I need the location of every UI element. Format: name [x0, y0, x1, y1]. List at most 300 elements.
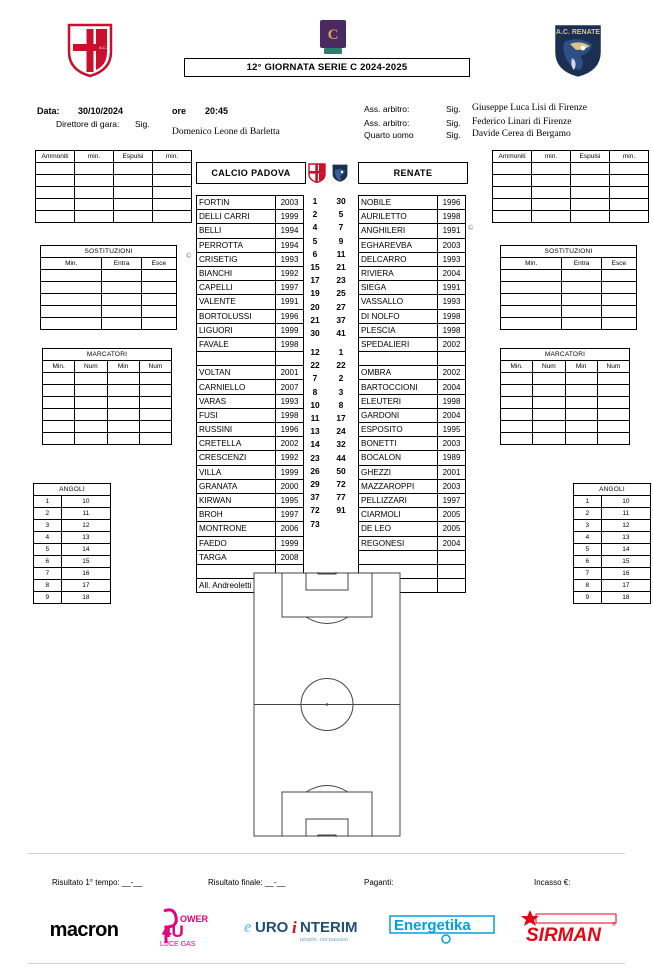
- cell[interactable]: [565, 409, 597, 421]
- cell[interactable]: [533, 373, 565, 385]
- table-row[interactable]: [34, 556, 111, 568]
- cell[interactable]: [43, 397, 75, 409]
- player-name-away-b8[interactable]: MAZZAROPPI: [359, 479, 438, 493]
- angoli-right-home-3[interactable]: 13: [61, 532, 110, 544]
- cell[interactable]: [75, 163, 114, 175]
- cell[interactable]: [102, 282, 141, 294]
- angoli-left-away-6[interactable]: 7: [574, 568, 602, 580]
- cell[interactable]: [75, 187, 114, 199]
- cell[interactable]: [139, 385, 171, 397]
- roster-row[interactable]: [197, 210, 304, 224]
- table-row[interactable]: [43, 421, 172, 433]
- cell[interactable]: [75, 373, 107, 385]
- cell[interactable]: [597, 397, 629, 409]
- cell[interactable]: [501, 318, 562, 330]
- angoli-right-home-4[interactable]: 14: [61, 544, 110, 556]
- player-year-away-b9[interactable]: 1997: [438, 493, 466, 507]
- roster-row[interactable]: [359, 508, 466, 522]
- player-name-home-s9[interactable]: LIGUORI: [197, 323, 276, 337]
- player-name-away-b1[interactable]: BARTOCCIONI: [359, 380, 438, 394]
- angoli-right-home-0[interactable]: 10: [61, 496, 110, 508]
- cell[interactable]: [571, 199, 610, 211]
- angoli-left-home-5[interactable]: 6: [34, 556, 62, 568]
- roster-row[interactable]: [197, 337, 304, 351]
- table-row[interactable]: [34, 580, 111, 592]
- player-name-away-s7[interactable]: VASSALLO: [359, 295, 438, 309]
- table-row[interactable]: [34, 508, 111, 520]
- cell[interactable]: [532, 175, 571, 187]
- player-name-away-s5[interactable]: RIVIERA: [359, 266, 438, 280]
- player-year-away-s4[interactable]: 1993: [438, 252, 466, 266]
- angoli-left-away-1[interactable]: 2: [574, 508, 602, 520]
- player-name-away-s6[interactable]: SIEGA: [359, 281, 438, 295]
- roster-row[interactable]: [359, 522, 466, 536]
- table-row[interactable]: [34, 496, 111, 508]
- angoli-right-away-6[interactable]: 16: [601, 568, 650, 580]
- roster-row[interactable]: [359, 252, 466, 266]
- table-row[interactable]: [43, 433, 172, 445]
- table-row[interactable]: [574, 580, 651, 592]
- player-year-away-s3[interactable]: 2003: [438, 238, 466, 252]
- table-row[interactable]: [493, 187, 649, 199]
- table-row[interactable]: [574, 592, 651, 604]
- player-name-home-s7[interactable]: VALENTE: [197, 295, 276, 309]
- cell[interactable]: [141, 306, 176, 318]
- table-row[interactable]: [574, 568, 651, 580]
- cell[interactable]: [102, 294, 141, 306]
- table-row[interactable]: [493, 163, 649, 175]
- roster-row[interactable]: [197, 394, 304, 408]
- table-row[interactable]: [36, 175, 192, 187]
- cell[interactable]: [153, 175, 192, 187]
- player-name-away-b3[interactable]: GARDONI: [359, 408, 438, 422]
- player-year-home-s3[interactable]: 1994: [276, 238, 304, 252]
- cell[interactable]: [501, 409, 533, 421]
- player-name-home-s4[interactable]: CRISETIG: [197, 252, 276, 266]
- cell[interactable]: [565, 433, 597, 445]
- player-name-home-b1[interactable]: CARNIELLO: [197, 380, 276, 394]
- player-name-home-s1[interactable]: DELLI CARRI: [197, 210, 276, 224]
- player-name-away-b13[interactable]: [359, 550, 438, 564]
- table-row[interactable]: [574, 520, 651, 532]
- cell[interactable]: [597, 385, 629, 397]
- player-name-away-b2[interactable]: ELEUTERI: [359, 394, 438, 408]
- coach-label-home[interactable]: All. Andreoletti: [197, 579, 276, 593]
- cell[interactable]: [562, 270, 601, 282]
- cell[interactable]: [501, 373, 533, 385]
- roster-row[interactable]: [359, 295, 466, 309]
- cell[interactable]: [41, 306, 102, 318]
- table-row[interactable]: [574, 544, 651, 556]
- player-year-home-s4[interactable]: 1993: [276, 252, 304, 266]
- player-year-home-b4[interactable]: 1996: [276, 423, 304, 437]
- cell[interactable]: [139, 421, 171, 433]
- angoli-left-home-3[interactable]: 4: [34, 532, 62, 544]
- table-row[interactable]: [501, 397, 630, 409]
- roster-row[interactable]: [359, 437, 466, 451]
- angoli-left-home-1[interactable]: 2: [34, 508, 62, 520]
- cell[interactable]: [75, 211, 114, 223]
- cell[interactable]: [141, 318, 176, 330]
- player-year-home-s2[interactable]: 1994: [276, 224, 304, 238]
- player-year-away-b11[interactable]: 2005: [438, 522, 466, 536]
- player-year-home-s7[interactable]: 1991: [276, 295, 304, 309]
- cell[interactable]: [114, 211, 153, 223]
- player-year-home-b5[interactable]: 2002: [276, 437, 304, 451]
- player-year-away-b3[interactable]: 2004: [438, 408, 466, 422]
- roster-row[interactable]: [197, 550, 304, 564]
- table-row[interactable]: [501, 433, 630, 445]
- cell[interactable]: [501, 270, 562, 282]
- player-name-home-b9[interactable]: KIRWAN: [197, 493, 276, 507]
- table-row[interactable]: [501, 373, 630, 385]
- player-year-away-b2[interactable]: 1998: [438, 394, 466, 408]
- table-row[interactable]: [43, 385, 172, 397]
- player-name-home-b6[interactable]: CRESCENZI: [197, 451, 276, 465]
- cell[interactable]: [493, 211, 532, 223]
- player-name-home-s8[interactable]: BORTOLUSSI: [197, 309, 276, 323]
- player-name-home-b5[interactable]: CRETELLA: [197, 437, 276, 451]
- roster-row[interactable]: [359, 536, 466, 550]
- roster-row[interactable]: [359, 451, 466, 465]
- cell[interactable]: [610, 187, 649, 199]
- cell[interactable]: [597, 409, 629, 421]
- cell[interactable]: [41, 270, 102, 282]
- player-name-home-s10[interactable]: FAVALE: [197, 337, 276, 351]
- cell[interactable]: [114, 175, 153, 187]
- table-row[interactable]: [41, 306, 177, 318]
- cell[interactable]: [43, 409, 75, 421]
- roster-row[interactable]: [359, 224, 466, 238]
- cell[interactable]: [43, 385, 75, 397]
- table-row[interactable]: [36, 163, 192, 175]
- angoli-left-away-7[interactable]: 8: [574, 580, 602, 592]
- table-row[interactable]: [501, 306, 637, 318]
- roster-row[interactable]: [359, 266, 466, 280]
- cell[interactable]: [139, 373, 171, 385]
- roster-row[interactable]: [359, 281, 466, 295]
- cell[interactable]: [75, 199, 114, 211]
- table-row[interactable]: [574, 556, 651, 568]
- table-row[interactable]: [43, 373, 172, 385]
- cell[interactable]: [114, 163, 153, 175]
- cell[interactable]: [493, 163, 532, 175]
- cell[interactable]: [532, 187, 571, 199]
- cell[interactable]: [75, 421, 107, 433]
- roster-row[interactable]: [359, 493, 466, 507]
- cell[interactable]: [532, 211, 571, 223]
- roster-row[interactable]: [359, 238, 466, 252]
- cell[interactable]: [533, 421, 565, 433]
- roster-row[interactable]: [359, 550, 466, 564]
- player-year-home-b7[interactable]: 1999: [276, 465, 304, 479]
- angoli-left-home-4[interactable]: 5: [34, 544, 62, 556]
- player-name-away-b11[interactable]: DE LEO: [359, 522, 438, 536]
- player-name-away-s8[interactable]: DI NOLFO: [359, 309, 438, 323]
- player-name-home-b10[interactable]: BROH: [197, 508, 276, 522]
- cell[interactable]: [107, 409, 139, 421]
- player-name-home-b12[interactable]: FAEDO: [197, 536, 276, 550]
- roster-row[interactable]: [197, 366, 304, 380]
- player-name-away-s2[interactable]: ANGHILERI: [359, 224, 438, 238]
- player-name-away-s9[interactable]: PLESCIA: [359, 323, 438, 337]
- player-year-home-b0[interactable]: 2001: [276, 366, 304, 380]
- roster-row[interactable]: [197, 437, 304, 451]
- roster-row[interactable]: [197, 493, 304, 507]
- cell[interactable]: [75, 385, 107, 397]
- angoli-left-away-8[interactable]: 9: [574, 592, 602, 604]
- player-name-away-s0[interactable]: NOBILE: [359, 196, 438, 210]
- table-row[interactable]: [43, 397, 172, 409]
- roster-row[interactable]: [197, 266, 304, 280]
- player-year-away-b12[interactable]: 2004: [438, 536, 466, 550]
- roster-row[interactable]: [197, 408, 304, 422]
- table-row[interactable]: [574, 496, 651, 508]
- cell[interactable]: [153, 211, 192, 223]
- cell[interactable]: [565, 397, 597, 409]
- cell[interactable]: [501, 294, 562, 306]
- cell[interactable]: [114, 187, 153, 199]
- player-year-away-b1[interactable]: 2004: [438, 380, 466, 394]
- player-name-away-s1[interactable]: AURILETTO: [359, 210, 438, 224]
- roster-row[interactable]: [359, 423, 466, 437]
- table-row[interactable]: [41, 282, 177, 294]
- cell[interactable]: [501, 397, 533, 409]
- cell[interactable]: [601, 282, 636, 294]
- player-name-home-b4[interactable]: RUSSINI: [197, 423, 276, 437]
- table-row[interactable]: [501, 294, 637, 306]
- roster-row[interactable]: [197, 309, 304, 323]
- roster-row[interactable]: [197, 224, 304, 238]
- angoli-right-away-1[interactable]: 11: [601, 508, 650, 520]
- angoli-left-away-5[interactable]: 6: [574, 556, 602, 568]
- player-name-away-b6[interactable]: BOCALON: [359, 451, 438, 465]
- roster-row[interactable]: [359, 309, 466, 323]
- cell[interactable]: [493, 187, 532, 199]
- cell[interactable]: [597, 421, 629, 433]
- player-year-away-b14[interactable]: [438, 564, 466, 578]
- cell[interactable]: [41, 318, 102, 330]
- angoli-left-away-2[interactable]: 3: [574, 520, 602, 532]
- cell[interactable]: [533, 397, 565, 409]
- player-year-home-s0[interactable]: 2003: [276, 196, 304, 210]
- angoli-right-away-2[interactable]: 12: [601, 520, 650, 532]
- player-name-away-b10[interactable]: CIARMOLI: [359, 508, 438, 522]
- player-year-home-s6[interactable]: 1997: [276, 281, 304, 295]
- roster-row[interactable]: [359, 337, 466, 351]
- roster-row[interactable]: [359, 366, 466, 380]
- player-name-away-s3[interactable]: EGHAREVBA: [359, 238, 438, 252]
- cell[interactable]: [153, 187, 192, 199]
- roster-row[interactable]: [359, 323, 466, 337]
- angoli-right-away-5[interactable]: 15: [601, 556, 650, 568]
- player-name-home-s2[interactable]: BELLI: [197, 224, 276, 238]
- roster-row[interactable]: [359, 394, 466, 408]
- angoli-right-home-2[interactable]: 12: [61, 520, 110, 532]
- angoli-right-away-4[interactable]: 14: [601, 544, 650, 556]
- cell[interactable]: [562, 306, 601, 318]
- player-name-home-b11[interactable]: MONTRONE: [197, 522, 276, 536]
- player-year-home-s10[interactable]: 1998: [276, 337, 304, 351]
- roster-row[interactable]: [197, 423, 304, 437]
- angoli-left-away-3[interactable]: 4: [574, 532, 602, 544]
- player-year-away-s10[interactable]: 2002: [438, 337, 466, 351]
- cell[interactable]: [153, 163, 192, 175]
- cell[interactable]: [565, 373, 597, 385]
- angoli-left-away-0[interactable]: 1: [574, 496, 602, 508]
- roster-row[interactable]: [197, 196, 304, 210]
- angoli-right-away-7[interactable]: 17: [601, 580, 650, 592]
- player-name-away-b9[interactable]: PELLIZZARI: [359, 493, 438, 507]
- table-row[interactable]: [501, 385, 630, 397]
- cell[interactable]: [565, 385, 597, 397]
- player-year-away-s6[interactable]: 1991: [438, 281, 466, 295]
- player-year-home-s1[interactable]: 1999: [276, 210, 304, 224]
- cell[interactable]: [571, 211, 610, 223]
- cell[interactable]: [43, 373, 75, 385]
- table-row[interactable]: [501, 409, 630, 421]
- cell[interactable]: [597, 433, 629, 445]
- cell[interactable]: [139, 433, 171, 445]
- player-name-home-b2[interactable]: VARAS: [197, 394, 276, 408]
- player-name-away-b4[interactable]: ESPOSITO: [359, 423, 438, 437]
- player-name-home-s0[interactable]: FORTIN: [197, 196, 276, 210]
- player-year-away-b8[interactable]: 2003: [438, 479, 466, 493]
- table-row[interactable]: [493, 211, 649, 223]
- cell[interactable]: [43, 421, 75, 433]
- player-year-home-s9[interactable]: 1999: [276, 323, 304, 337]
- player-name-home-s5[interactable]: BIANCHI: [197, 266, 276, 280]
- cell[interactable]: [601, 294, 636, 306]
- cell[interactable]: [102, 270, 141, 282]
- cell[interactable]: [610, 211, 649, 223]
- player-year-away-b6[interactable]: 1989: [438, 451, 466, 465]
- cell[interactable]: [493, 199, 532, 211]
- angoli-left-away-4[interactable]: 5: [574, 544, 602, 556]
- cell[interactable]: [533, 385, 565, 397]
- cell[interactable]: [141, 282, 176, 294]
- player-year-away-s5[interactable]: 2004: [438, 266, 466, 280]
- cell[interactable]: [571, 163, 610, 175]
- cell[interactable]: [41, 282, 102, 294]
- player-year-away-b10[interactable]: 2005: [438, 508, 466, 522]
- player-year-home-b3[interactable]: 1998: [276, 408, 304, 422]
- angoli-left-home-0[interactable]: 1: [34, 496, 62, 508]
- player-year-away-b13[interactable]: [438, 550, 466, 564]
- player-name-home-b3[interactable]: FUSI: [197, 408, 276, 422]
- player-year-home-b2[interactable]: 1993: [276, 394, 304, 408]
- player-name-away-b12[interactable]: REGONESI: [359, 536, 438, 550]
- roster-row[interactable]: [197, 522, 304, 536]
- roster-row[interactable]: [359, 380, 466, 394]
- cell[interactable]: [36, 175, 75, 187]
- player-year-away-b7[interactable]: 2001: [438, 465, 466, 479]
- player-year-home-b1[interactable]: 2007: [276, 380, 304, 394]
- cell[interactable]: [114, 199, 153, 211]
- player-year-away-s7[interactable]: 1993: [438, 295, 466, 309]
- player-name-away-b0[interactable]: OMBRA: [359, 366, 438, 380]
- roster-row[interactable]: [197, 479, 304, 493]
- cell[interactable]: [107, 385, 139, 397]
- cell[interactable]: [36, 211, 75, 223]
- player-name-home-s3[interactable]: PERROTTA: [197, 238, 276, 252]
- cell[interactable]: [501, 306, 562, 318]
- cell[interactable]: [75, 175, 114, 187]
- player-name-home-s6[interactable]: CAPELLI: [197, 281, 276, 295]
- cell[interactable]: [139, 409, 171, 421]
- player-year-away-b5[interactable]: 2003: [438, 437, 466, 451]
- cell[interactable]: [36, 187, 75, 199]
- table-row[interactable]: [43, 409, 172, 421]
- roster-row[interactable]: [197, 380, 304, 394]
- coach-cell-away[interactable]: [438, 579, 466, 593]
- cell[interactable]: [562, 294, 601, 306]
- cell[interactable]: [501, 433, 533, 445]
- table-row[interactable]: [493, 175, 649, 187]
- cell[interactable]: [610, 175, 649, 187]
- roster-row[interactable]: [197, 451, 304, 465]
- angoli-right-away-0[interactable]: 10: [601, 496, 650, 508]
- cell[interactable]: [610, 199, 649, 211]
- cell[interactable]: [41, 294, 102, 306]
- table-row[interactable]: [501, 421, 630, 433]
- table-row[interactable]: [34, 532, 111, 544]
- angoli-right-home-6[interactable]: 16: [61, 568, 110, 580]
- table-row[interactable]: [501, 318, 637, 330]
- player-year-away-s1[interactable]: 1998: [438, 210, 466, 224]
- table-row[interactable]: [501, 282, 637, 294]
- cell[interactable]: [501, 421, 533, 433]
- cell[interactable]: [36, 163, 75, 175]
- cell[interactable]: [141, 294, 176, 306]
- cell[interactable]: [36, 199, 75, 211]
- player-year-home-b8[interactable]: 2000: [276, 479, 304, 493]
- player-year-home-b13[interactable]: 2008: [276, 550, 304, 564]
- cell[interactable]: [597, 373, 629, 385]
- table-row[interactable]: [34, 592, 111, 604]
- table-row[interactable]: [34, 544, 111, 556]
- player-year-home-s5[interactable]: 1992: [276, 266, 304, 280]
- player-year-home-s8[interactable]: 1996: [276, 309, 304, 323]
- cell[interactable]: [139, 397, 171, 409]
- cell[interactable]: [565, 421, 597, 433]
- cell[interactable]: [107, 397, 139, 409]
- cell[interactable]: [107, 373, 139, 385]
- cell[interactable]: [501, 385, 533, 397]
- player-year-away-b4[interactable]: 1995: [438, 423, 466, 437]
- roster-row[interactable]: [197, 238, 304, 252]
- angoli-right-home-5[interactable]: 15: [61, 556, 110, 568]
- roster-row[interactable]: [197, 508, 304, 522]
- roster-row[interactable]: [359, 465, 466, 479]
- player-year-home-b12[interactable]: 1999: [276, 536, 304, 550]
- player-name-away-b7[interactable]: GHEZZI: [359, 465, 438, 479]
- angoli-right-home-8[interactable]: 18: [61, 592, 110, 604]
- cell[interactable]: [601, 318, 636, 330]
- roster-row[interactable]: [359, 210, 466, 224]
- cell[interactable]: [571, 187, 610, 199]
- player-year-home-b10[interactable]: 1997: [276, 508, 304, 522]
- cell[interactable]: [562, 318, 601, 330]
- cell[interactable]: [562, 282, 601, 294]
- table-row[interactable]: [41, 294, 177, 306]
- cell[interactable]: [533, 409, 565, 421]
- angoli-left-home-2[interactable]: 3: [34, 520, 62, 532]
- cell[interactable]: [610, 163, 649, 175]
- cell[interactable]: [107, 421, 139, 433]
- cell[interactable]: [493, 175, 532, 187]
- table-row[interactable]: [574, 508, 651, 520]
